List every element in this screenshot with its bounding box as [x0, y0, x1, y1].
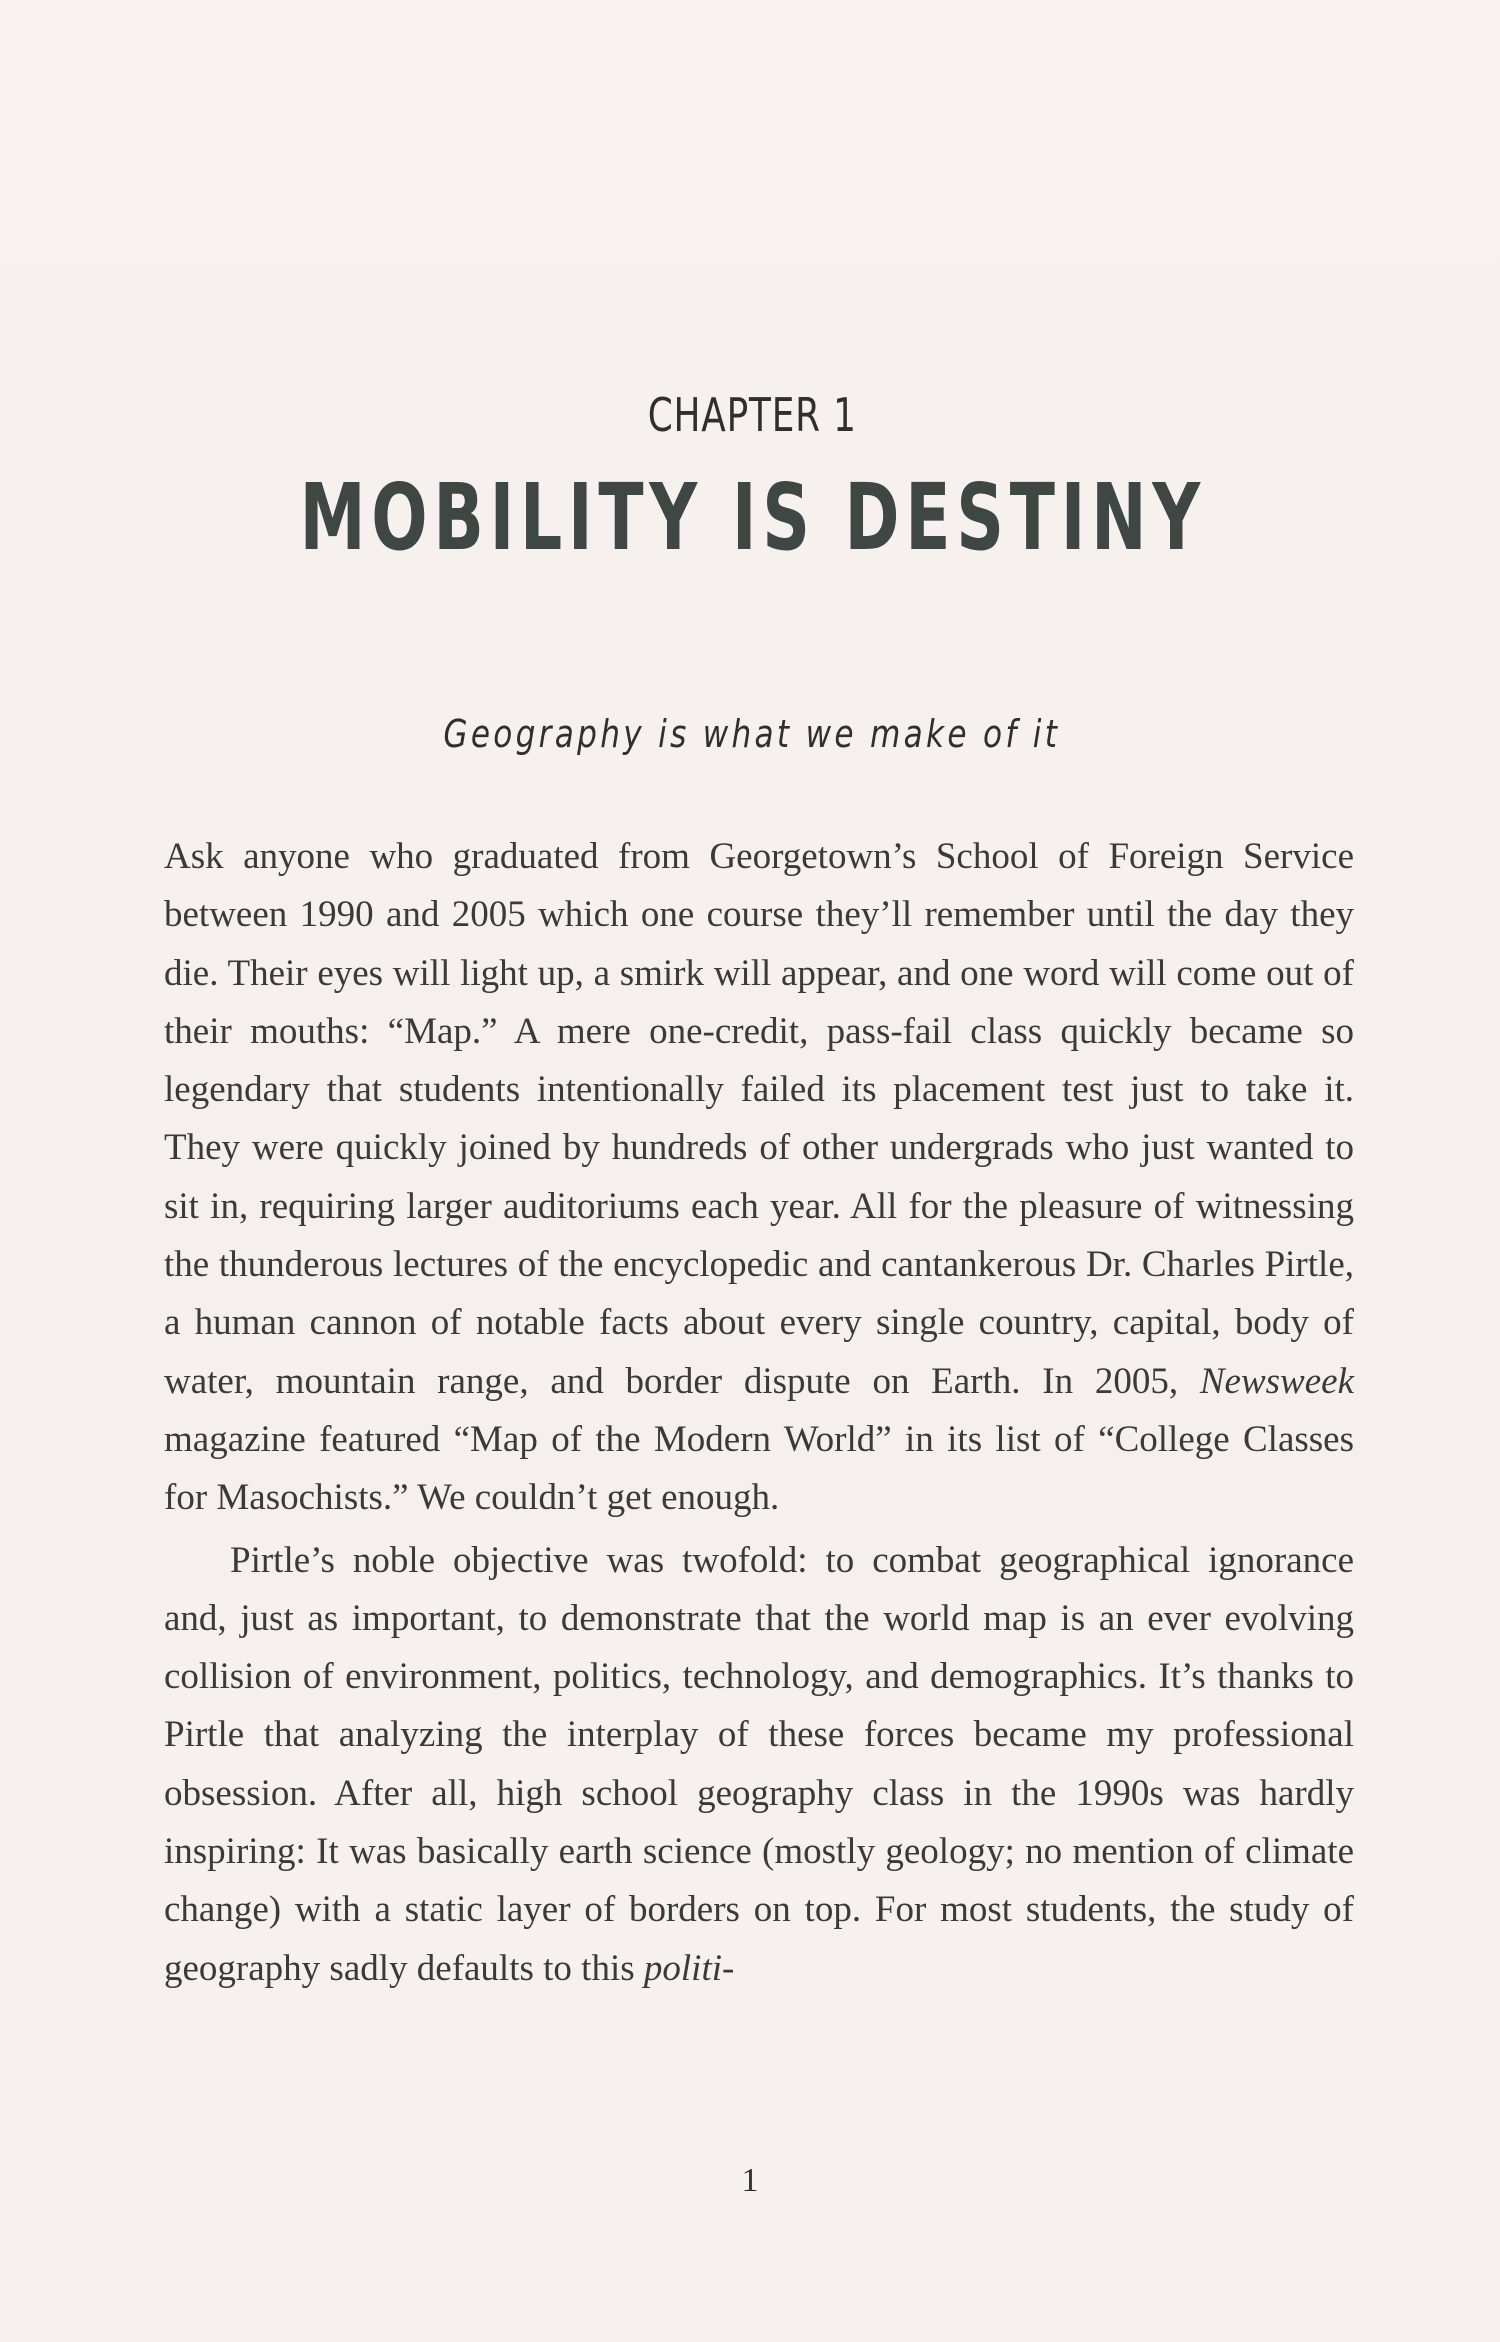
body-text — [164, 828, 1354, 1998]
paragraph-2-text-a: Pirtle’s noble objective was twofold: to combat geographical ignorance and, just as important, to demonstrate that the world map is an ever evolving collision of environment, politics, technology, and demographics. It’s thanks to Pirtle that analyzing the interplay of these forces became my professional obsession. After all, high school geography class in the 1990s was hardly inspiring: It was basically earth science (mostly geology; no mention of climate change) with a static layer of borders on top. For most students, the study of geography sadly defaults to this — [164, 1539, 1354, 1989]
paragraph-1-text-a: Ask anyone who graduated from Georgetown’s School of Foreign Service between 1990 and 2005 which one course they’ll remember until the day they die. Their eyes will light up, a smirk will appear, and one word will come out of their mouths: “Map.” A mere one-credit, pass-fail class quickly became so legendary that students intentionally failed its placement test just to take it. They were quickly joined by hundreds of other undergrads who just wanted to sit in, requiring larger auditoriums each year. All for the pleasure of witnessing the thunderous lectures of the encyclopedic and cantankerous Dr. Charles Pirtle, a human cannon of notable facts about every single country, capital, body of water, mountain range, and border dispute on Earth. In 2005, — [164, 836, 1354, 1402]
chapter-label: CHAPTER 1 — [647, 388, 857, 442]
page-number: 1 — [741, 2162, 759, 2199]
chapter-epigraph: Geography is what we make of it — [443, 712, 1061, 756]
paragraph-1-italic: Newsweek — [1199, 1360, 1354, 1402]
paragraph-1-text-b: magazine featured “Map of the Modern World” in its list of “College Classes for Masochists.” We couldn’t get enough. — [164, 1418, 1354, 1519]
paragraph-2 — [164, 1532, 1354, 1998]
paragraph-1 — [164, 828, 1354, 1528]
paragraph-2-italic: politi- — [643, 1947, 735, 1989]
chapter-title: MOBILITY IS DESTINY — [299, 464, 1207, 571]
